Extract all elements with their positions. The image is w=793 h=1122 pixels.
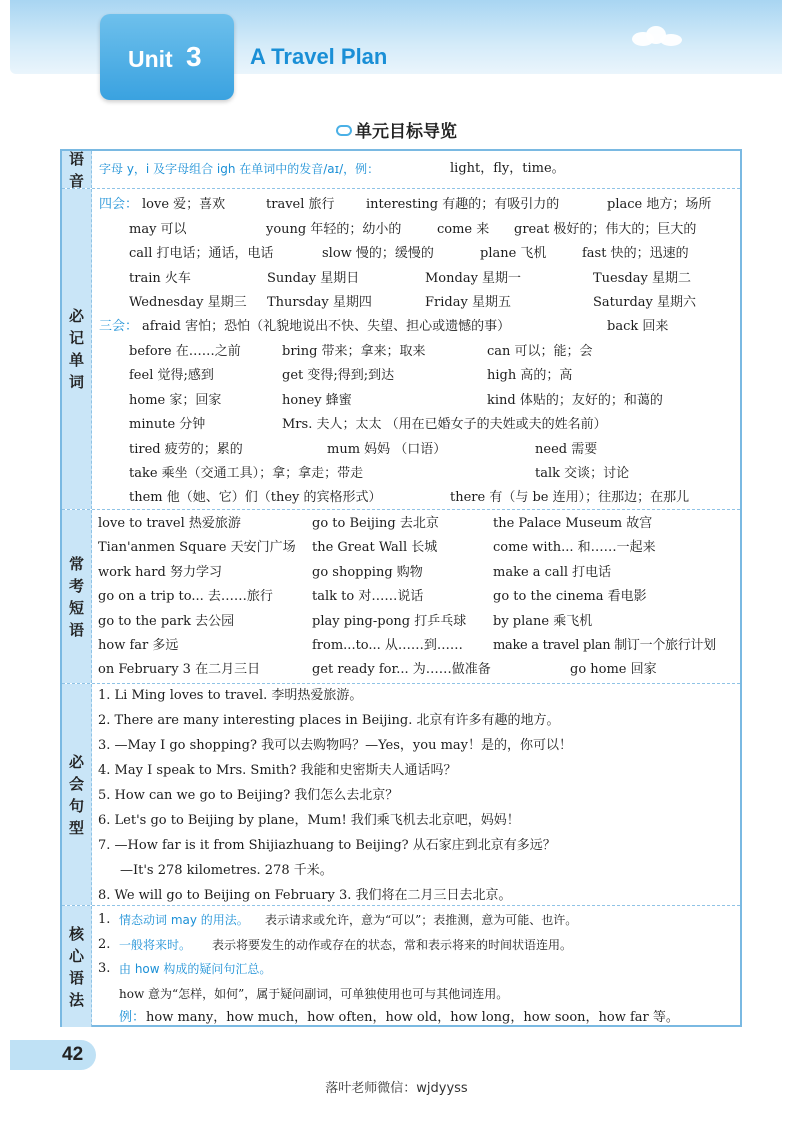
vocab-word: home 家；回家 (129, 393, 222, 408)
phrase: play ping-pong 打乒乓球 (312, 614, 467, 629)
sentence: 4. May I speak to Mrs. Smith? 我能和史密斯夫人通话吗？ (98, 763, 457, 778)
three-skills-label: 三会： (99, 319, 139, 334)
phrase: how far 多远 (98, 638, 179, 653)
vocab-word: fast 快的；迅速的 (582, 246, 689, 261)
vocab-word: train 火车 (129, 271, 191, 286)
vocab-word: feel 觉得;感到 (129, 368, 214, 383)
four-skills-label: 四会： (99, 197, 139, 212)
phrase: come with... 和……一起来 (493, 540, 656, 555)
vocab-word: Mrs. 夫人；太太 （用在已婚女子的夫姓或夫的姓名前） (282, 417, 607, 432)
phrase: by plane 乘飞机 (493, 614, 593, 629)
grammar-how-note: how 意为“怎样，如何”，属于疑问副词，可单独使用也可与其他词连用。 (119, 987, 509, 1001)
vocab-word: Friday 星期五 (425, 295, 511, 310)
vocabulary-row (62, 188, 740, 509)
sentence: 8. We will go to Beijing on February 3. 我们将在二月三日去北京。 (98, 888, 512, 903)
unit-label: Unit (128, 46, 173, 72)
vocab-word: plane 飞机 (480, 246, 547, 261)
vocab-word: may 可以 (129, 222, 187, 237)
sentences-row (62, 683, 740, 905)
vocab-word: love 爱；喜欢 (142, 197, 226, 212)
example-label: 例： (119, 1010, 146, 1025)
grammar-text: 表示请求或允许，意为“可以”；表推测，意为可能、也许。 (265, 913, 578, 927)
phrase: on February 3 在二月三日 (98, 662, 261, 677)
cloud-decoration (660, 34, 682, 46)
phrase: go to the park 去公园 (98, 614, 235, 629)
phrase: work hard 努力学习 (98, 565, 222, 580)
page-number: 42 (10, 1040, 96, 1070)
phrase: love to travel 热爱旅游 (98, 516, 241, 531)
sentence: 2. There are many interesting places in Beijing. 北京有许多有趣的地方。 (98, 713, 560, 728)
vocab-word: kind 体贴的；友好的；和蔼的 (487, 393, 663, 408)
vocab-word: before 在……之前 (129, 344, 241, 359)
phrase: Tian'anmen Square 天安门广场 (98, 540, 296, 555)
grammar-num: 1. (98, 912, 111, 927)
vocab-word: talk 交谈；讨论 (535, 466, 630, 481)
phrase: make a call 打电话 (493, 565, 612, 580)
vocab-word: Monday 星期一 (425, 271, 522, 286)
phrase: get ready for... 为……做准备 (312, 662, 491, 677)
section-title-text: 单元目标导览 (355, 122, 457, 142)
grammar-text: 表示将要发生的动作或存在的状态，常和表示将来的时间状语连用。 (212, 938, 573, 952)
vocab-word: honey 蜂蜜 (282, 393, 352, 408)
sentence: 1. Li Ming loves to travel. 李明热爱旅游。 (98, 688, 363, 703)
phrase: go to Beijing 去北京 (312, 516, 439, 531)
vocab-word: them 他（她、它）们（they 的宾格形式） (129, 490, 382, 505)
grammar-num: 3. (98, 961, 111, 976)
grammar-title: 情态动词 may 的用法。 (119, 913, 249, 927)
vocab-word: place 地方；场所 (607, 197, 712, 212)
sentence: 6. Let's go to Beijing by plane，Mum! 我们乘飞机去北京吧，妈妈！ (98, 813, 520, 828)
vocab-word: call 打电话；通话，电话 (129, 246, 274, 261)
vocab-word: Sunday 星期日 (267, 271, 360, 286)
phrase: the Great Wall 长城 (312, 540, 438, 555)
row-label: 核 心 语 法 (62, 906, 92, 1027)
vocab-word: can 可以；能；会 (487, 344, 593, 359)
vocab-word: tired 疲劳的；累的 (129, 442, 243, 457)
row-label: 必 会 句 型 (62, 684, 92, 905)
footer-text: 落叶老师微信：wjdyyss (325, 1081, 468, 1096)
vocab-word: Wednesday 星期三 (129, 295, 247, 310)
speech-bubble-icon (336, 125, 352, 136)
vocab-word: slow 慢的；缓慢的 (322, 246, 434, 261)
example-text: how many，how much，how often，how old，how long，how soon，how far 等。 (146, 1010, 679, 1025)
vocab-word: need 需要 (535, 442, 598, 457)
grammar-title: 一般将来时。 (119, 938, 192, 952)
unit-title: A Travel Plan (250, 44, 388, 69)
vocab-word: there 有（与 be 连用）；往那边；在那儿 (450, 490, 690, 505)
vocab-word: afraid 害怕；恐怕（礼貌地说出不快、失望、担心或遗憾的事） (142, 319, 511, 334)
row-label: 必 记 单 词 (62, 189, 92, 509)
vocab-word: high 高的；高 (487, 368, 573, 383)
vocab-word: travel 旅行 (266, 197, 335, 212)
vocab-word: great 极好的；伟大的；巨大的 (514, 222, 697, 237)
phrase: make a travel plan 制订一个旅行计划 (493, 638, 716, 653)
vocab-word: young 年轻的；幼小的 (266, 222, 402, 237)
phrase: go home 回家 (570, 662, 657, 677)
row-label: 语音 (62, 151, 92, 188)
phrase: go shopping 购物 (312, 565, 423, 580)
pronunciation-examples: light，fly，time。 (450, 161, 565, 176)
sentence: 7. —How far is it from Shijiazhuang to Beijing? 从石家庄到北京有多远？ (98, 838, 556, 853)
unit-number: 3 (186, 41, 202, 72)
phrase: talk to 对……说话 (312, 589, 424, 604)
grammar-title: 由 how 构成的疑问句汇总。 (119, 962, 272, 976)
grammar-num: 2. (98, 937, 111, 952)
vocab-word: get 变得;得到;到达 (282, 368, 395, 383)
overview-table (60, 149, 742, 1027)
vocab-word: take 乘坐（交通工具）；拿；拿走；带走 (129, 466, 364, 481)
phrases-row (62, 509, 740, 683)
vocab-word: back 回来 (607, 319, 669, 334)
section-title (0, 117, 793, 142)
phrase: from...to... 从……到…… (312, 638, 463, 653)
pronunciation-rule: 字母 y，i 及字母组合 igh 在单词中的发音/aɪ/，例： (99, 162, 380, 176)
vocab-word: interesting 有趣的；有吸引力的 (366, 197, 560, 212)
vocab-word: minute 分钟 (129, 417, 206, 432)
phrase: the Palace Museum 故宫 (493, 516, 653, 531)
grammar-row (62, 905, 740, 1027)
row-label: 常 考 短 语 (62, 510, 92, 683)
vocab-word: Tuesday 星期二 (593, 271, 691, 286)
vocab-word: Saturday 星期六 (593, 295, 697, 310)
phrase: go on a trip to... 去……旅行 (98, 589, 273, 604)
phrase: go to the cinema 看电影 (493, 589, 647, 604)
vocab-word: Thursday 星期四 (267, 295, 372, 310)
vocab-word: come 来 (437, 222, 490, 237)
sentence: —It's 278 kilometres. 278 千米。 (120, 863, 333, 878)
sentence: 5. How can we go to Beijing? 我们怎么去北京？ (98, 788, 399, 803)
vocab-word: bring 带来；拿来；取来 (282, 344, 426, 359)
vocab-word: mum 妈妈 （口语） (327, 442, 447, 457)
pronunciation-row (62, 151, 740, 188)
sentence: 3. —May I go shopping? 我可以去购物吗？—Yes，you may！是的，你可以！ (98, 738, 573, 753)
